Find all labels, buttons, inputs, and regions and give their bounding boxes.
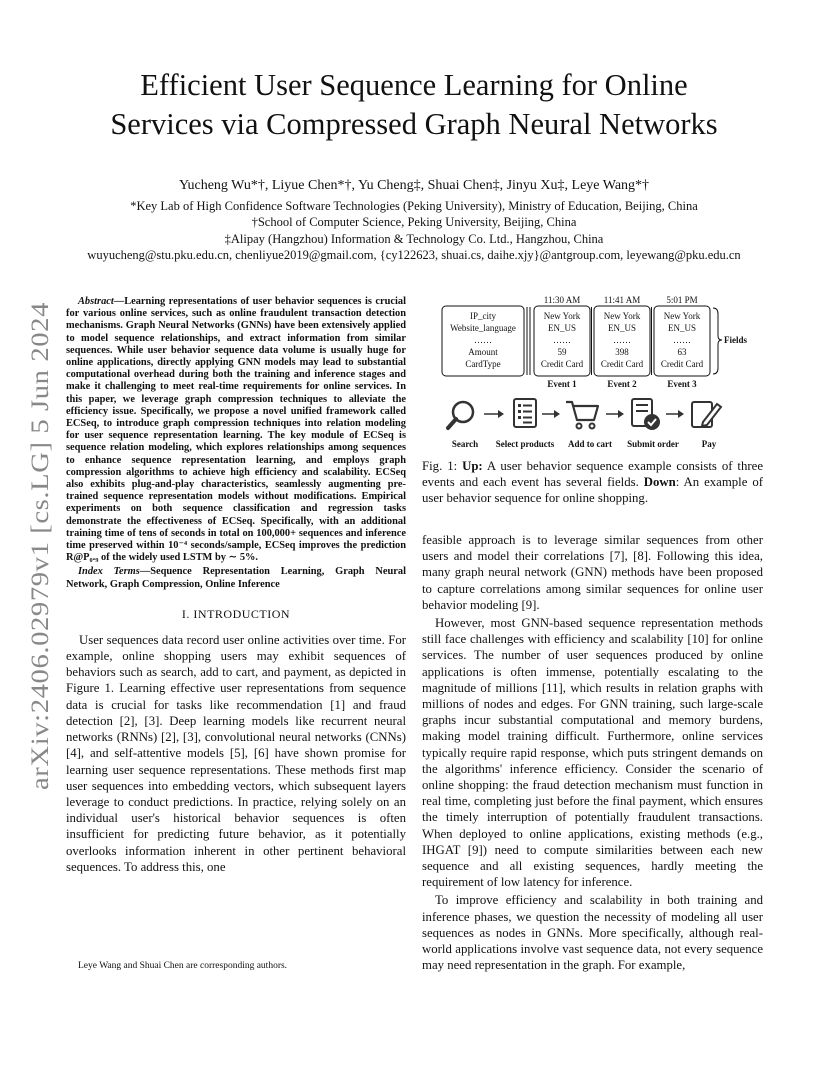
caption-up-text: A user behavior sequence example consists of three events and each event has several fields. [422, 459, 763, 490]
arrow-icon [484, 410, 504, 418]
right-paragraph-1: feasible approach is to leverage similar sequences from other users and model their correlations [7], [8]. Following this idea, many graph neural network (GNN) methods have been proposed to capture correlations among similar sequences for online user behavior modeling [9]. [422, 533, 763, 612]
left-column [66, 296, 406, 875]
index-terms-text: —Sequence Representation Learning, Graph Neural Network, Graph Compression, Online Inference [66, 566, 406, 590]
section-heading: I. INTRODUCTION [181, 606, 291, 621]
search-icon [448, 402, 473, 428]
event3-value-4: 63 [677, 347, 687, 357]
arrow-icon [666, 410, 684, 418]
right-column [422, 532, 763, 973]
abstract [66, 296, 406, 564]
caption-prefix: Fig. 1: [422, 459, 463, 473]
right-paragraph-2: However, most GNN-based sequence representation methods still face challenges with efficiency and scalability [10] for online services. The number of user sequences produced by online applications is often immense, potentially escalating to the magnitude of millions [11], which results in relation graphs with millions of nodes and edges. For GNN training, such large-scale graphs incur substantial computational and memory burdens, making model training difficult. Furthermore, online services typically require rapid response, which puts stringent demands on the algorithms' inference efficiency. Consider the scenario of online shopping: the fraud detection mechanism must function in real time, completing just before the final payment, which ensures the timely interruption of potentially fraudulent transactions. When deployed to online applications, existing methods (e.g., IHGAT [9]) need to compute similarities between each new sequence and all existing sequences, hardly meeting the requirement of low latency for inference. [422, 616, 763, 890]
event-label-1: Event 1 [547, 379, 577, 389]
arrow-icon [542, 410, 560, 418]
step-label-5: Pay [701, 439, 717, 449]
index-terms [66, 566, 406, 590]
event2-value-5: Credit Card [600, 359, 644, 369]
event3-value-1: New York [663, 311, 701, 321]
event-label-2: Event 2 [607, 379, 637, 389]
affiliation-1: *Key Lab of High Confidence Software Technologies (Peking University), Ministry of Education, Beijing, China [130, 199, 698, 213]
event3-value-5: Credit Card [660, 359, 704, 369]
step-label-3: Add to cart [568, 439, 612, 449]
title-line-1: Efficient User Sequence Learning for Online [140, 68, 688, 102]
product-list-icon [514, 399, 536, 427]
event2-value-1: New York [603, 311, 641, 321]
event-time-1: 11:30 AM [543, 295, 581, 305]
event3-value-2: EN_US [667, 323, 697, 333]
event1-value-2: EN_US [547, 323, 577, 333]
event-time-2: 11:41 AM [603, 295, 641, 305]
title-line-2: Services via Compressed Graph Neural Networks [110, 107, 718, 141]
right-paragraph-3: To improve efficiency and scalability in both training and inference phases, we question the necessity of modeling all user sequences as nodes in GNNs. More specifically, although real-world applications involve vast sequence data, not every sequence may need representation in the graph. For example, [422, 893, 763, 973]
event2-value-4: 398 [615, 347, 629, 357]
event3-value-3: …… [673, 335, 691, 345]
submit-order-icon [632, 399, 660, 430]
field-name-1: IP_city [470, 311, 496, 321]
step-label-4: Submit order [627, 439, 679, 449]
event-label-3: Event 3 [667, 379, 697, 389]
abstract-label: Abstract [78, 296, 114, 307]
abstract-text: —Learning representations of user behavior sequences is crucial for various online services, such as online fraudulent transaction detection mechanisms. Graph Neural Networks (GNNs) have been extensively applied to model sequence relationships, and extract information from similar sequences. While user behavior sequence data volume is usually huge for online applications, directly applying GNN models may lead to substantial computational overhead during both the training and inference stages and make it challenging to meet real-time requirements for online services. In this paper, we leverage graph compression techniques to alleviate the efficiency issue. Specifically, we propose a novel unified framework called ECSeq, to introduce graph compression techniques into relation modeling for user sequence representation learning. The key module of ECSeq is sequence relation modeling, which explores relationships among sequences to enhance sequence representation learning, and employs graph compression algorithms to achieve high efficiency and scalability. ECSeq also exhibits plug-and-play characteristics, seamlessly augmenting pre-trained sequence representation models without modifications. Empirical experiments on both sequence classification and regression tasks demonstrate the effectiveness of ECSeq. Specifically, with an additional training time of tens of seconds in total on 100,000+ sequences and inference time preserved within 10⁻⁴ seconds/sample, ECSeq improves the prediction R@P₀.₉ of the widely used LSTM by ∼ 5%. [66, 296, 406, 564]
caption-down-text: : An example of user behavior sequence for online shopping. [422, 475, 764, 506]
author-list: Yucheng Wu*†, Liyue Chen*†, Yu Cheng‡, Shuai Chen‡, Jinyu Xu‡, Leye Wang*† [178, 178, 650, 193]
field-name-5: CardType [465, 359, 501, 369]
event1-value-5: Credit Card [540, 359, 584, 369]
event1-value-3: …… [553, 335, 571, 345]
index-terms-label: Index Terms [78, 566, 140, 578]
arxiv-stamp [20, 300, 56, 790]
figure-caption [422, 458, 763, 507]
arrow-icon [606, 410, 624, 418]
cart-icon [566, 402, 598, 429]
pay-icon [692, 402, 721, 427]
affiliation-3: ‡Alipay (Hangzhou) Information & Technology Co. Ltd., Hangzhou, China [224, 232, 604, 246]
intro-paragraph-1: User sequences data record user online activities over time. For example, online shopping users may exhibit sequences of behaviors such as search, add to cart, and payment, as depicted in Figure 1. Learning effective user representations from sequence data is crucial for tasks like recommendation [1] and fraud detection [2], [3]. Deep learning models like recurrent neural networks (RNNs) [2], [3], convolutional neural networks (CNNs) [4], and self-attentive models [5], [6] have shown promise for learning user sequence representations. These methods first map user sequences into embedding vectors, which subsequent layers leverage to conduct predictions. In practice, relying solely on an individual user's historical behavior sequences is often insufficient for predicting future behavior, as it potentially overlooks information inherent in other pertinent behavioral sequences. To address this, one [66, 632, 406, 874]
step-label-2: Select products [495, 439, 555, 449]
caption-up-label: Up: [462, 459, 483, 473]
field-name-4: Amount [468, 347, 498, 357]
field-name-3: …… [474, 335, 492, 345]
arxiv-id: arXiv:2406.02979v1 [cs.LG] 5 Jun 2024 [27, 364, 54, 790]
figure-caption-block [422, 458, 763, 507]
paper-title [0, 66, 828, 144]
caption-down-label: Down [643, 475, 676, 490]
fields-brace [713, 308, 722, 374]
field-name-2: Website_language [450, 323, 516, 333]
figure-1 [422, 292, 763, 452]
event1-value-4: 59 [557, 347, 567, 357]
fields-label: Fields [724, 335, 748, 345]
footnote: Leye Wang and Shuai Chen are corresponding authors. [78, 961, 288, 971]
event1-value-1: New York [543, 311, 581, 321]
affiliation-2: †School of Computer Science, Peking University, Beijing, China [251, 215, 577, 229]
author-emails: wuyucheng@stu.pku.edu.cn, chenliyue2019@gmail.com, {cy122623, shuai.cs, daihe.xjy}@antgroup.com, leyewang@pku.edu.cn [87, 248, 741, 262]
event2-value-3: …… [613, 335, 631, 345]
event-time-3: 5:01 PM [666, 295, 698, 305]
event2-value-2: EN_US [607, 323, 637, 333]
step-label-1: Search [451, 439, 479, 449]
